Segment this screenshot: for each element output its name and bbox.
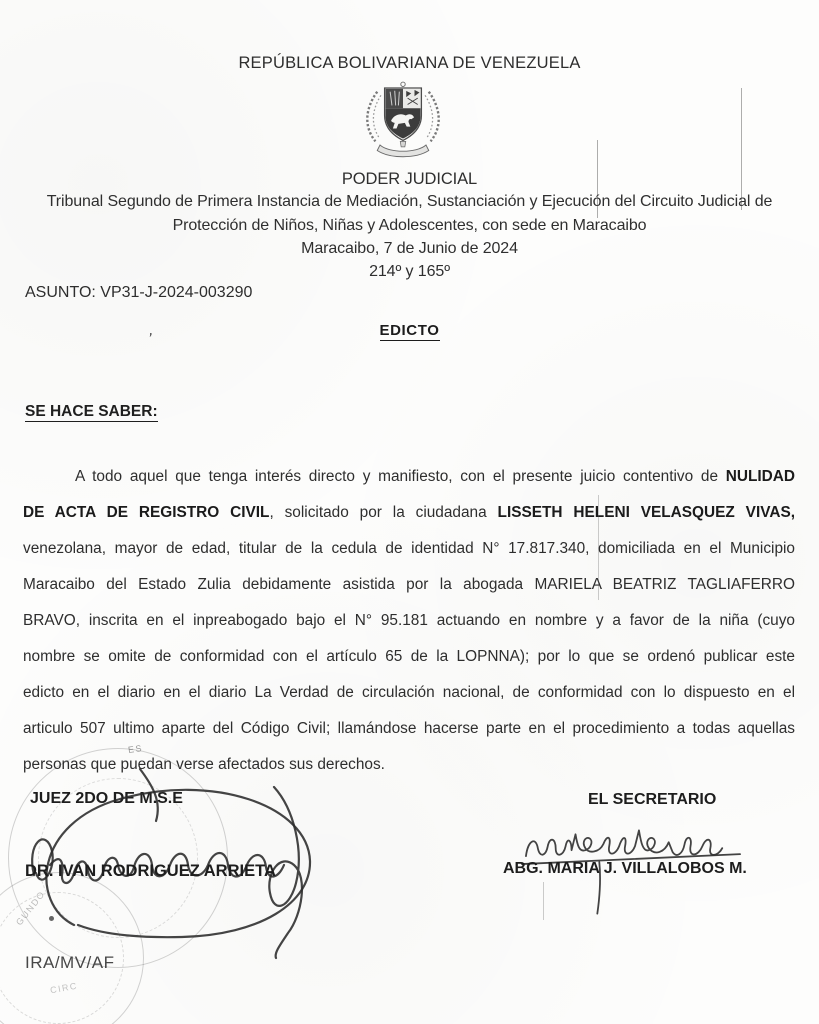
tribunal-line-1: Tribunal Segundo de Primera Instancia de Mediación, Sustanciación y Ejecución del Circuito Judicial de	[46, 193, 773, 210]
tribunal-line-2: Protección de Niños, Niñas y Adolescentes, con sede en Maracaibo	[172, 217, 647, 234]
judge-name-label: DR. IVAN RODRIGUEZ ARRIETA	[25, 862, 276, 880]
judge-title-label: JUEZ 2DO DE M.S.E	[30, 790, 183, 807]
case-number-line: ASUNTO: VP31-J-2024-003290	[25, 284, 253, 301]
scan-fold-line	[598, 495, 599, 600]
venezuela-coat-of-arms-icon	[357, 76, 449, 168]
body-line: articulo 507 ultimo aparte del Código Civil; llamándose hacerse parte en el procedimiento a todas aquellas	[23, 720, 795, 737]
secretary-name-label: ABG. MARIA J. VILLALOBOS M.	[503, 860, 747, 877]
body-line: personas que puedan verse afectados sus derechos.	[23, 756, 385, 773]
edict-title: EDICTO	[379, 322, 440, 339]
stamp-text-fragment: GUNDO	[13, 888, 48, 928]
stamp-text-fragment: CIRC	[49, 980, 79, 996]
ink-speck: ʼ	[146, 330, 154, 349]
body-line: edicto en el diario en el diario La Verdad de circulación nacional, de conformidad con lo dispuesto en el	[23, 684, 795, 701]
body-line: DE ACTA DE REGISTRO CIVIL, solicitado por la ciudadana LISSETH HELENI VELASQUEZ VIVAS,	[23, 504, 795, 521]
edict-body-paragraph	[23, 459, 795, 783]
republic-title: REPÚBLICA BOLIVARIANA DE VENEZUELA	[238, 54, 581, 72]
scan-fold-line	[597, 140, 598, 218]
body-line: Maracaibo del Estado Zulia debidamente asistida por la abogada MARIELA BEATRIZ TAGLIAFERRO	[23, 576, 795, 593]
secretary-title-label: EL SECRETARIO	[588, 791, 717, 808]
body-line: venezolana, mayor de edad, titular de la cedula de identidad N° 17.817.340, domiciliada en el Municipio	[23, 540, 795, 557]
body-line: nombre se omite de conformidad con el artículo 65 de la LOPNNA); por lo que se ordenó publicar este	[23, 648, 795, 665]
stamp-text-fragment: ES	[127, 743, 144, 755]
drafter-initials: IRA/MV/AF	[25, 953, 115, 972]
salutation-line: SE HACE SABER:	[25, 403, 158, 420]
anniversary-years-line: 214º y 165º	[369, 263, 450, 280]
scan-fold-line	[543, 882, 544, 920]
scan-fold-line	[741, 88, 742, 210]
body-line: BRAVO, inscrita en el inpreabogado bajo el N° 95.181 actuando en nombre y a favor de la niña (cuyo	[23, 612, 795, 629]
place-date-line: Maracaibo, 7 de Junio de 2024	[301, 240, 518, 257]
ink-speck	[49, 916, 54, 921]
body-line: A todo aquel que tenga interés directo y manifiesto, con el presente juicio contentivo de NULIDAD	[75, 468, 795, 485]
poder-judicial-title: PODER JUDICIAL	[341, 170, 478, 188]
